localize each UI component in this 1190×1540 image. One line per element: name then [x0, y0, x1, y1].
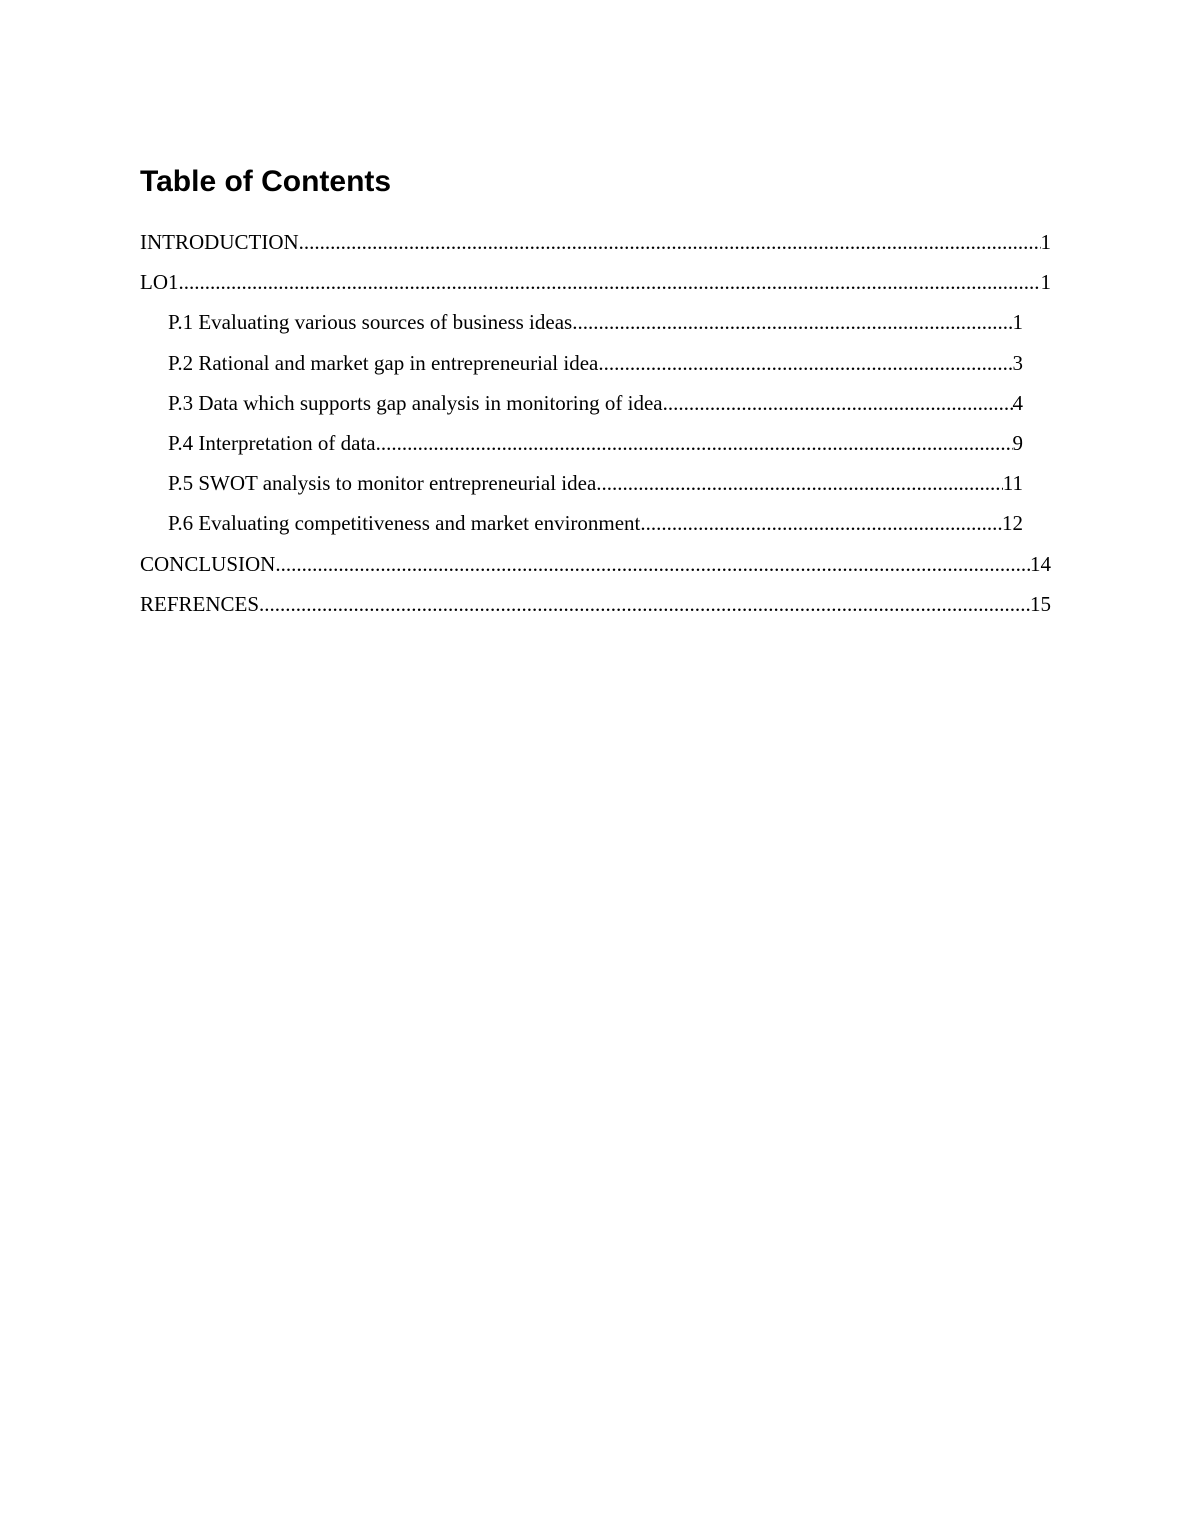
toc-list: [0, 222, 1190, 624]
toc-page-number: 3: [1012, 350, 1023, 375]
toc-page-number: 1: [1040, 270, 1051, 295]
toc-entry-introduction[interactable]: [0, 222, 1190, 262]
toc-dot-leader: [663, 383, 1013, 423]
toc-page-number: 11: [1002, 471, 1023, 496]
toc-page-number: 4: [1012, 390, 1023, 415]
toc-dot-leader: [259, 584, 1030, 624]
toc-page-number: 14: [1030, 551, 1051, 576]
toc-entry-label: P.6 Evaluating competitiveness and market environment: [168, 511, 641, 536]
toc-title: Table of Contents: [140, 165, 392, 198]
toc-dot-leader: [275, 544, 1030, 584]
toc-page-number: 1: [1012, 310, 1023, 335]
toc-entry-p5[interactable]: [0, 463, 1190, 503]
toc-page-number: 1: [1040, 230, 1051, 254]
toc-entry-label: P.5 SWOT analysis to monitor entrepreneurial idea: [168, 471, 597, 496]
toc-entry-p3[interactable]: [0, 383, 1190, 423]
toc-entry-label: INTRODUCTION: [140, 230, 299, 254]
toc-entry-label: LO1: [140, 270, 179, 295]
toc-page-number: 9: [1012, 430, 1023, 455]
toc-entry-label: REFRENCES: [140, 591, 260, 616]
toc-entry-p1[interactable]: [0, 302, 1190, 342]
toc-entry-label: P.1 Evaluating various sources of business ideas: [168, 310, 573, 335]
toc-dot-leader: [598, 343, 1012, 383]
toc-entry-references[interactable]: [0, 584, 1190, 624]
toc-dot-leader: [299, 222, 1041, 262]
toc-entry-label: CONCLUSION: [140, 551, 276, 576]
toc-entry-lo1[interactable]: [0, 262, 1190, 302]
toc-dot-leader: [572, 302, 1012, 342]
toc-dot-leader: [179, 262, 1041, 302]
toc-dot-leader: [596, 463, 1003, 503]
toc-page-number: 12: [1002, 511, 1023, 536]
toc-entry-p6[interactable]: [0, 503, 1190, 543]
toc-entry-label: P.3 Data which supports gap analysis in monitoring of idea: [168, 390, 663, 415]
toc-dot-leader: [640, 503, 1002, 543]
toc-page-number: 15: [1030, 591, 1051, 616]
toc-entry-conclusion[interactable]: [0, 544, 1190, 584]
toc-entry-p2[interactable]: [0, 343, 1190, 383]
toc-entry-label: P.2 Rational and market gap in entrepreneurial idea: [168, 350, 599, 375]
toc-dot-leader: [376, 423, 1013, 463]
toc-entry-p4[interactable]: [0, 423, 1190, 463]
toc-entry-label: P.4 Interpretation of data: [168, 430, 376, 455]
